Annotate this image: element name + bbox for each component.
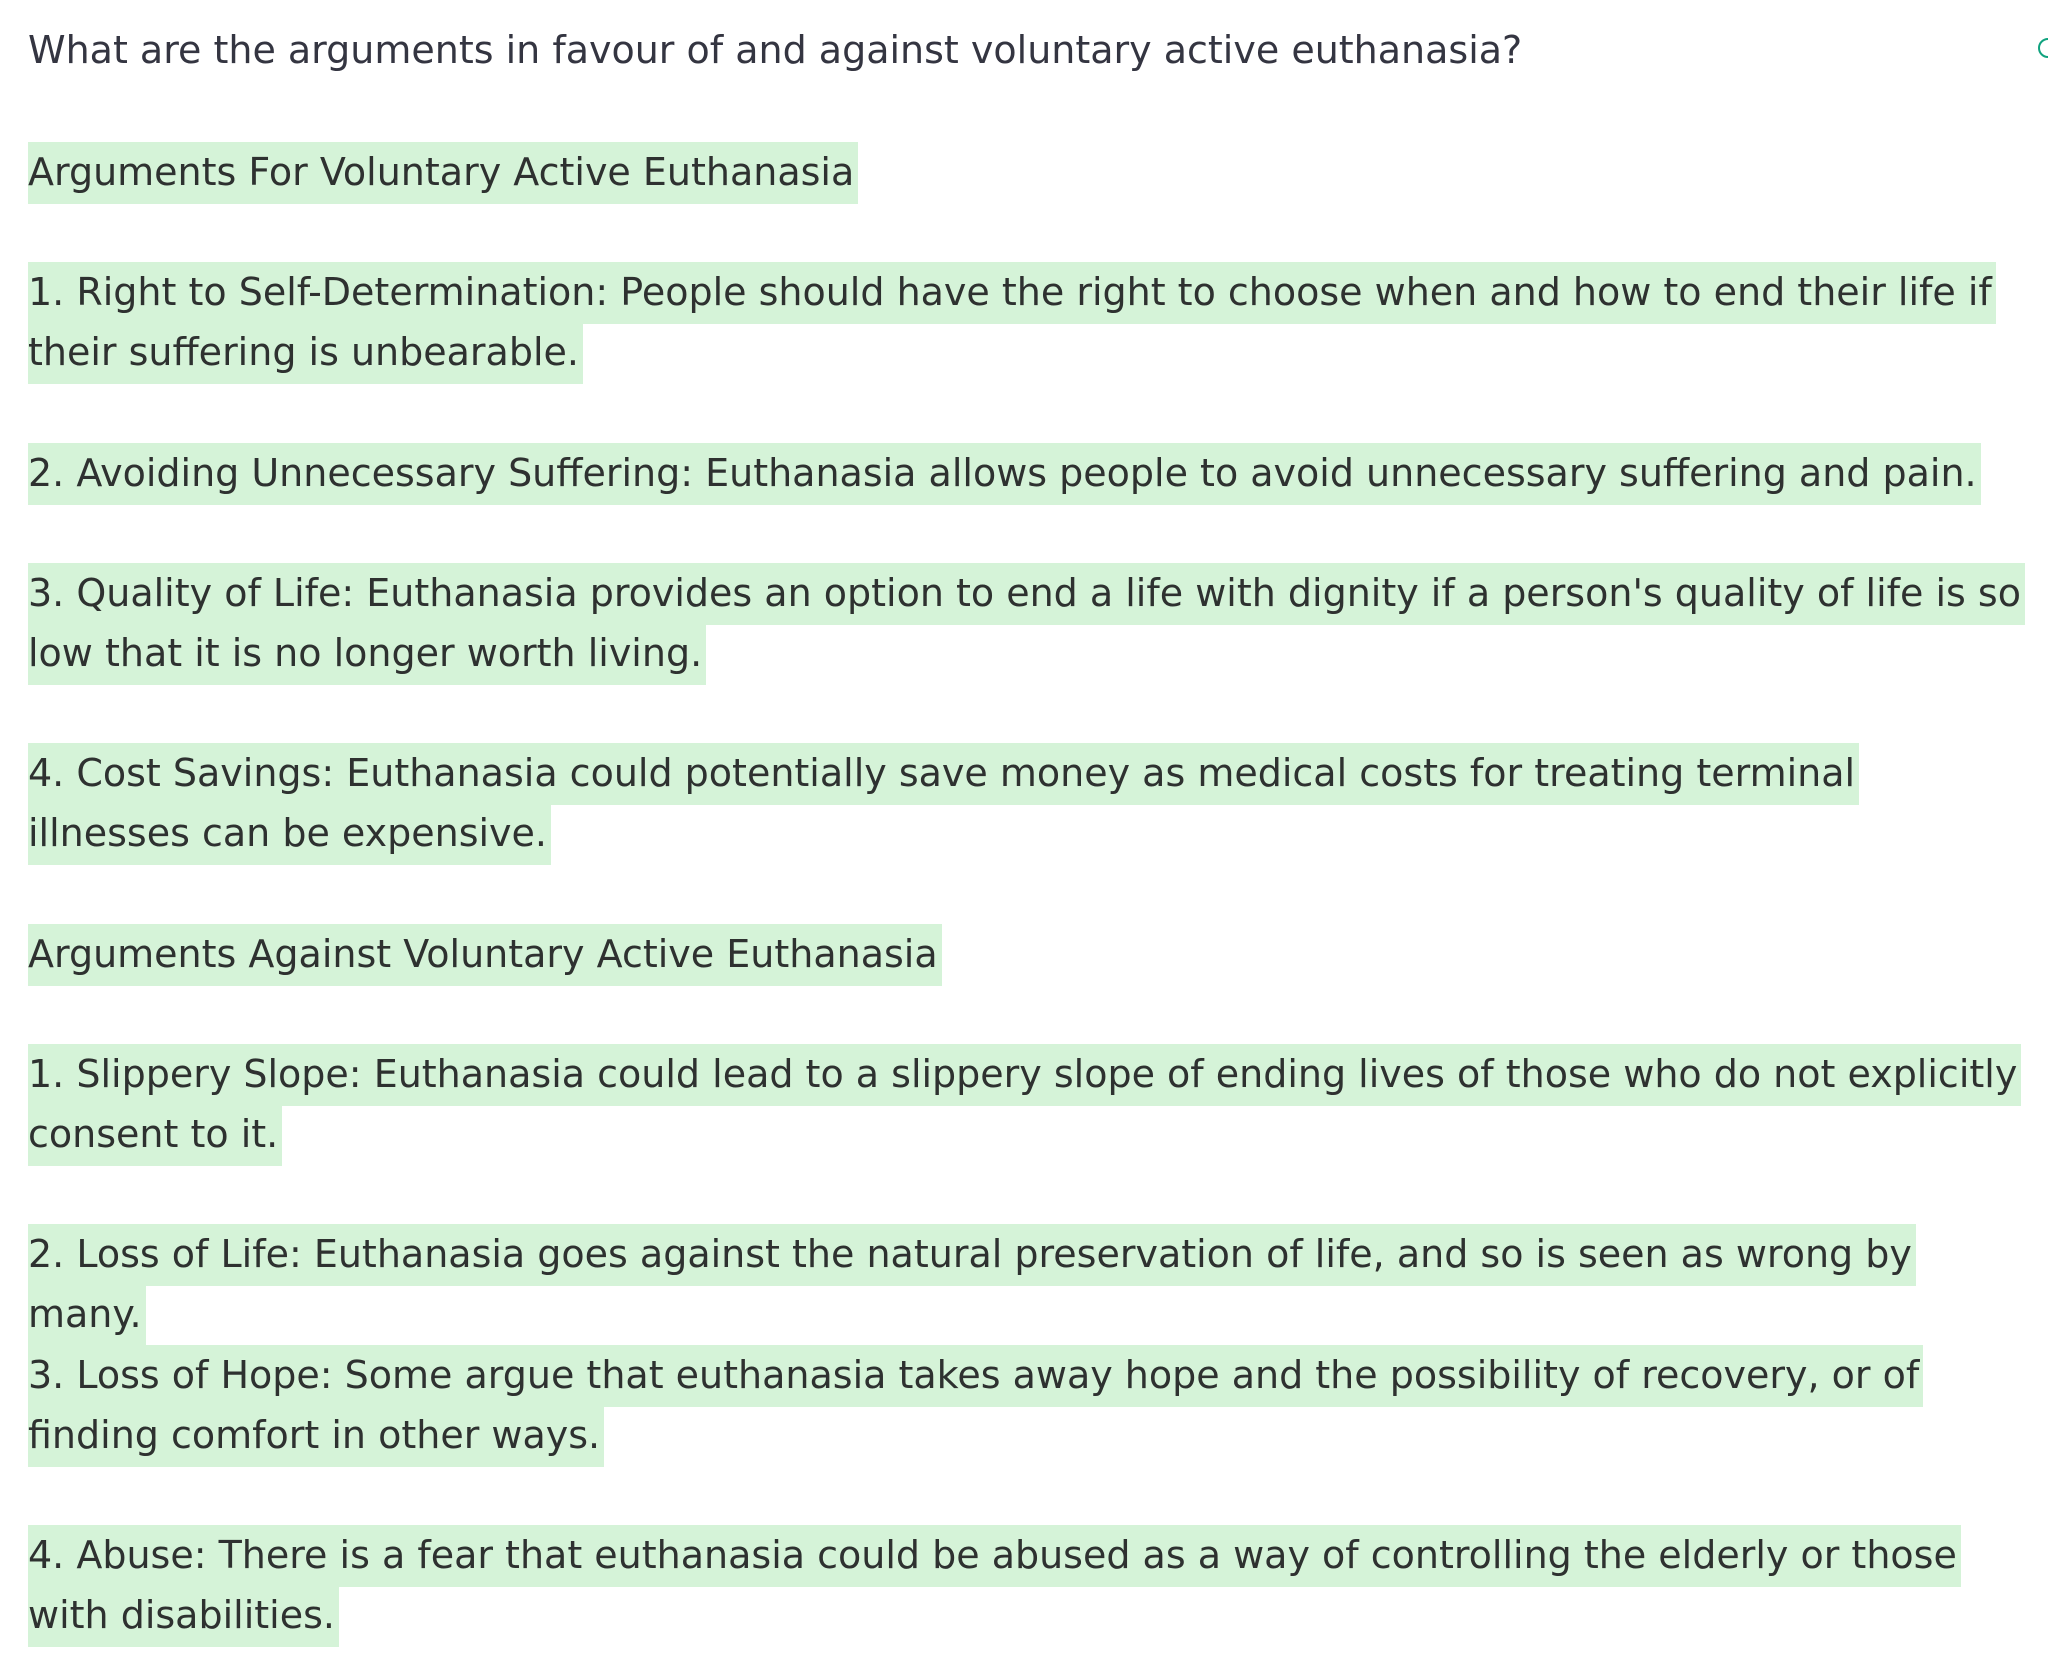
list-item-text: 1. Right to Self-Determination: People should have the right to choose when and how to end their life if their suffering is unbearable. [28, 262, 1996, 384]
list-item-text: 2. Avoiding Unnecessary Suffering: Euthanasia allows people to avoid unnecessary suffering and pain. [28, 443, 1981, 505]
chatgpt-logo-icon [2036, 30, 2048, 66]
list-item-text: 1. Slippery Slope: Euthanasia could lead to a slippery slope of ending lives of those who do not explicitly consent to it. [28, 1044, 2021, 1166]
list-item-text: 3. Quality of Life: Euthanasia provides an option to end a life with dignity if a person's quality of life is so low that it is no longer worth living. [28, 563, 2025, 685]
list-item-text: 4. Abuse: There is a fear that euthanasia could be abused as a way of controlling the elderly or those with disabilities. [28, 1525, 1961, 1647]
section-heading-against [28, 924, 2028, 984]
list-item-against-2 [28, 1224, 2028, 1344]
list-item-text: 3. Loss of Hope: Some argue that euthanasia takes away hope and the possibility of recovery, or of finding comfort in other ways. [28, 1345, 1923, 1467]
list-item-against-4 [28, 1525, 2028, 1645]
list-item-against-1 [28, 1044, 2028, 1164]
section-heading-against-text: Arguments Against Voluntary Active Euthanasia [28, 924, 942, 986]
list-item-for-2 [28, 443, 2028, 503]
list-item-for-3 [28, 563, 2028, 683]
list-item-text: 4. Cost Savings: Euthanasia could potentially save money as medical costs for treating terminal illnesses can be expensive. [28, 743, 1859, 865]
list-item-text: 2. Loss of Life: Euthanasia goes against the natural preservation of life, and so is seen as wrong by many. [28, 1224, 1916, 1346]
user-question: What are the arguments in favour of and against voluntary active euthanasia? [28, 28, 1523, 72]
list-item-against-3 [28, 1345, 2028, 1465]
section-heading-for-text: Arguments For Voluntary Active Euthanasia [28, 142, 858, 204]
list-item-for-4 [28, 743, 2028, 863]
list-item-for-1 [28, 262, 2028, 382]
section-heading-for [28, 142, 2028, 202]
